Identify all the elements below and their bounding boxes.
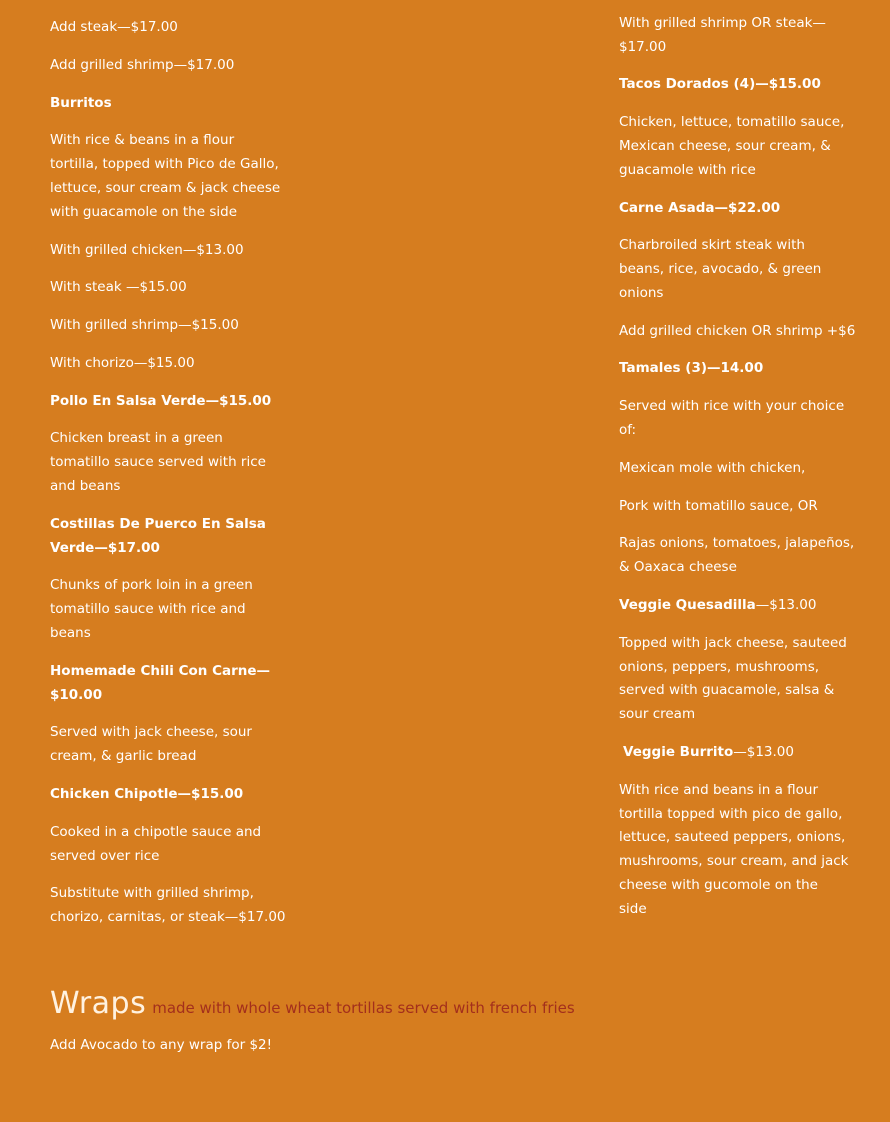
menu-option: With grilled chicken—$13.00 [50, 242, 244, 258]
section-heading-burritos: Burritos [50, 95, 112, 111]
menu-description: cream, & garlic bread [50, 748, 197, 764]
menu-description: served with guacamole, salsa & [619, 682, 835, 698]
menu-option: & Oaxaca cheese [619, 559, 737, 575]
menu-item-title [623, 740, 851, 764]
menu-option: Add grilled chicken OR shrimp +$6 [619, 323, 856, 339]
menu-description: Mexican cheese, sour cream, & [619, 138, 831, 154]
menu-item-title: Homemade Chili Con Carne— [50, 663, 271, 679]
menu-description: beans [50, 625, 91, 641]
veggie-quesadilla-price: —$13.00 [755, 597, 817, 613]
menu-line: Add steak—$17.00 [50, 19, 178, 35]
menu-description: Chunks of pork loin in a green [50, 577, 253, 593]
menu-option: With chorizo—$15.00 [50, 355, 195, 371]
menu-option: Pork with tomatillo sauce, OR [619, 498, 818, 514]
menu-description: tomatillo sauce served with rice [50, 454, 266, 470]
menu-description: cheese with gucomole on the [619, 877, 818, 893]
menu-description: guacamole with rice [619, 162, 756, 178]
menu-description: tortilla topped with pico de gallo, [619, 806, 843, 822]
menu-description: Served with rice with your choice [619, 398, 845, 414]
menu-description: and beans [50, 478, 121, 494]
menu-description: lettuce, sauteed peppers, onions, [619, 829, 846, 845]
menu-description: of: [619, 422, 637, 438]
menu-item-title: Carne Asada—$22.00 [619, 200, 781, 216]
wraps-avocado-note: Add Avocado to any wrap for $2! [50, 1037, 273, 1053]
menu-description: onions, peppers, mushrooms, [619, 659, 820, 675]
menu-description: With rice and beans in a flour [619, 782, 819, 798]
menu-description: tomatillo sauce with rice and [50, 601, 246, 617]
menu-description: served over rice [50, 848, 160, 864]
menu-description: Chicken breast in a green [50, 430, 223, 446]
menu-item-title: Verde—$17.00 [50, 540, 160, 556]
menu-item-title: Pollo En Salsa Verde—$15.00 [50, 393, 272, 409]
menu-description: tortilla, topped with Pico de Gallo, [50, 156, 279, 172]
menu-description: With rice & beans in a flour [50, 132, 235, 148]
menu-option: chorizo, carnitas, or steak—$17.00 [50, 909, 286, 925]
menu-option: $17.00 [619, 39, 667, 55]
menu-description: mushrooms, sour cream, and jack [619, 853, 849, 869]
menu-option: With grilled shrimp—$15.00 [50, 317, 239, 333]
veggie-burrito-name: Veggie Burrito [623, 744, 734, 760]
menu-description: beans, rice, avocado, & green [619, 261, 822, 277]
veggie-burrito-price: —$13.00 [733, 744, 794, 760]
menu-description: side [619, 901, 647, 917]
wraps-subtitle: made with whole wheat tortillas served with french fries [152, 999, 575, 1017]
menu-description: Chicken, lettuce, tomatillo sauce, [619, 114, 845, 130]
menu-description: lettuce, sour cream & jack cheese [50, 180, 281, 196]
menu-description: sour cream [619, 706, 696, 722]
menu-option: With steak —$15.00 [50, 279, 187, 295]
wraps-heading [50, 982, 575, 1031]
menu-option: With grilled shrimp OR steak— [619, 15, 826, 31]
menu-option: Substitute with grilled shrimp, [50, 885, 254, 901]
menu-description: Served with jack cheese, sour [50, 724, 252, 740]
menu-description: Charbroiled skirt steak with [619, 237, 805, 253]
menu-option: Mexican mole with chicken, [619, 460, 806, 476]
menu-item-title: Costillas De Puerco En Salsa [50, 516, 266, 532]
veggie-quesadilla-name: Veggie Quesadilla [619, 597, 756, 613]
menu-item-title: $10.00 [50, 687, 103, 703]
menu-description: Topped with jack cheese, sauteed [619, 635, 847, 651]
menu-item-title: Chicken Chipotle—$15.00 [50, 786, 244, 802]
menu-option: Rajas onions, tomatoes, jalapeños, [619, 535, 855, 551]
menu-line: Add grilled shrimp—$17.00 [50, 57, 235, 73]
menu-item-title: Tamales (3)—14.00 [619, 360, 764, 376]
menu-description: Cooked in a chipotle sauce and [50, 824, 262, 840]
menu-description: with guacamole on the side [50, 204, 237, 220]
menu-item-title: Tacos Dorados (4)—$15.00 [619, 76, 821, 92]
menu-description: onions [619, 285, 664, 301]
wraps-title: Wraps [50, 986, 147, 1021]
menu-item-title [619, 593, 851, 617]
